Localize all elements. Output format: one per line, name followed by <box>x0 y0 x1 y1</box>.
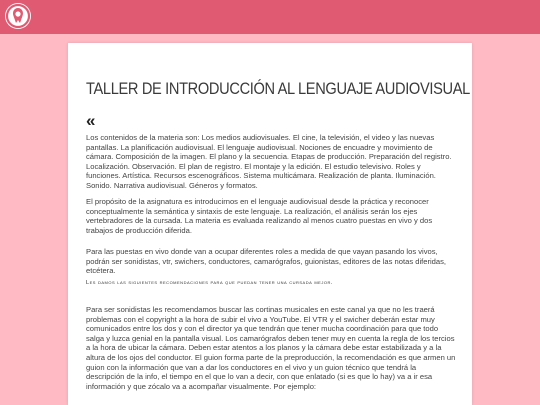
paragraph-puestas: Para las puestas en vivo donde van a ocupar diferentes roles a medida de que vayan pasando los vivos, podrán ser sonidistas, vtr, swichers, conductores, camarógrafos, guionistas, editores de las notas diferidas, etcétera. <box>86 247 447 276</box>
page-title: TALLER DE INTRODUCCIÓN AL LENGUAJE AUDIOVISUAL <box>86 79 470 98</box>
camera-lens-logo-icon[interactable] <box>5 3 31 29</box>
paragraph-proposito: El propósito de la asignatura es introducirnos en el lenguaje audiovisual desde la práctica y reconocer conceptualmente la semántica y sintaxis de este lenguaje. La realización, el análisis serán los ejes vertebradores de la cursada. La materia es evaluada realizando al menos cuatro puestas en vivo y dos trabajos de producción diferida. <box>86 197 433 235</box>
quote-icon: « <box>86 111 96 130</box>
recommendations-note: Les damos las siguientes recomendaciones para que puedan tener una cursada mejor. <box>86 280 333 286</box>
paragraph-contenidos: Los contenidos de la materia son: Los medios audiovisuales. El cine, la televisión, el video y las nuevas pantallas. La planificación audiovisual. El lenguaje audiovisual. Nociones de encuadre y movimiento de cámara. Composición de la imagen. El plano y la secuencia. Etapas de producción. Preparación del registro. Localización. Observación. El plan de registro. El montaje y la edición. El estudio televisivo. Roles y funciones. Artística. Recursos escenográficos. Sistema multicámara. Realización de planta. Iluminación. Sonido. Narrativa audiovisual. Géneros y formatos. <box>86 133 452 190</box>
article-card <box>68 43 472 405</box>
site-header <box>0 0 540 34</box>
paragraph-sonidistas: Para ser sonidistas les recomendamos buscar las cortinas musicales en este canal ya que no les traerá problemas con el copyright a la hora de subir el vivo a YouTube. El VTR y el swicher deberán estar muy comunicados entre los dos y con el director ya que tendrán que tener mucha coordinación para que todo salga y luzca genial en la pantalla visual. Los camarógrafos deben tener muy en cuenta la regla de los tercios a la hora de ubicar la cámara. Deben estar atentos a los planos y la cámara debe estar estabilizada y a la altura de los ojos del conductor. El guion forma parte de la preproducción, la recomendación es que armen un guion con la información que van a dar los conductores en el vivo y un guion técnico que tendrá la descripción de la info, el tiempo en el que lo van a decir, con que enlatado (si es que lo hay) va a ir esa información y que zócalo va a acompañar visualmente. Por ejemplo: <box>86 305 456 391</box>
